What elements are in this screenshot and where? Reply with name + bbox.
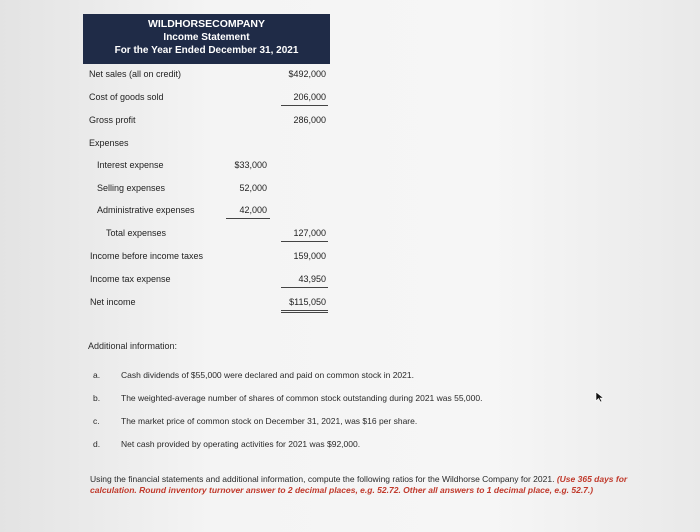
item-letter: d. — [93, 439, 101, 449]
statement-period: For the Year Ended December 31, 2021 — [114, 45, 299, 56]
income-before-tax-amount: 159,000 — [293, 251, 326, 261]
item-text: Net cash provided by operating activities for 2021 was $92,000. — [121, 439, 361, 449]
cogs-label: Cost of goods sold — [89, 92, 164, 102]
cogs-amount: 206,000 — [293, 92, 326, 102]
item-letter: c. — [93, 416, 100, 426]
instructions-main: Using the financial statements and additional information, compute the following ratios for the Wildhorse Company for 2021. — [90, 474, 555, 484]
total-expenses-label: Total expenses — [106, 228, 167, 238]
net-sales-label: Net sales (all on credit) — [89, 69, 182, 79]
gross-profit-amount: 286,000 — [293, 115, 326, 125]
total-expenses-amount: 127,000 — [293, 228, 326, 238]
additional-info-heading: Additional information: — [88, 341, 178, 351]
expenses-heading: Expenses — [89, 138, 129, 148]
income-before-tax-label: Income before income taxes — [90, 251, 204, 261]
item-letter: b. — [93, 393, 101, 403]
net-income-double-underline — [281, 310, 328, 313]
interest-label: Interest expense — [97, 160, 164, 170]
cogs-underline — [281, 105, 328, 106]
instructions — [90, 474, 650, 496]
item-text: The market price of common stock on December 31, 2021, was $16 per share. — [121, 416, 418, 426]
tax-label: Income tax expense — [90, 274, 171, 284]
admin-underline — [226, 218, 270, 219]
selling-amount: 52,000 — [239, 183, 267, 193]
interest-amount: $33,000 — [234, 160, 267, 170]
statement-title: Income Statement — [163, 32, 250, 43]
net-income-amount: $115,050 — [289, 297, 326, 307]
total-expenses-underline — [281, 241, 328, 242]
net-income-label: Net income — [90, 297, 136, 307]
gross-profit-label: Gross profit — [89, 115, 136, 125]
tax-underline — [281, 287, 328, 288]
tax-amount: 43,950 — [298, 274, 326, 284]
net-sales-amount: $492,000 — [288, 69, 326, 79]
mouse-cursor-icon — [595, 391, 605, 403]
item-text: Cash dividends of $55,000 were declared and paid on common stock in 2021. — [121, 370, 414, 380]
admin-amount: 42,000 — [239, 205, 267, 215]
instructions-note: (Use 365 days for calculation. Round inventory turnover answer to 2 decimal places, e.g. 52.72. Other all answers to 1 decimal place, e.g. 52.7.) — [90, 474, 628, 495]
company-name: WILDHORSECOMPANY — [147, 18, 266, 30]
admin-label: Administrative expenses — [97, 205, 195, 215]
item-letter: a. — [93, 370, 101, 380]
item-text: The weighted-average number of shares of common stock outstanding during 2021 was 55,000. — [121, 393, 483, 403]
statement-header — [83, 14, 330, 64]
selling-label: Selling expenses — [97, 183, 166, 193]
